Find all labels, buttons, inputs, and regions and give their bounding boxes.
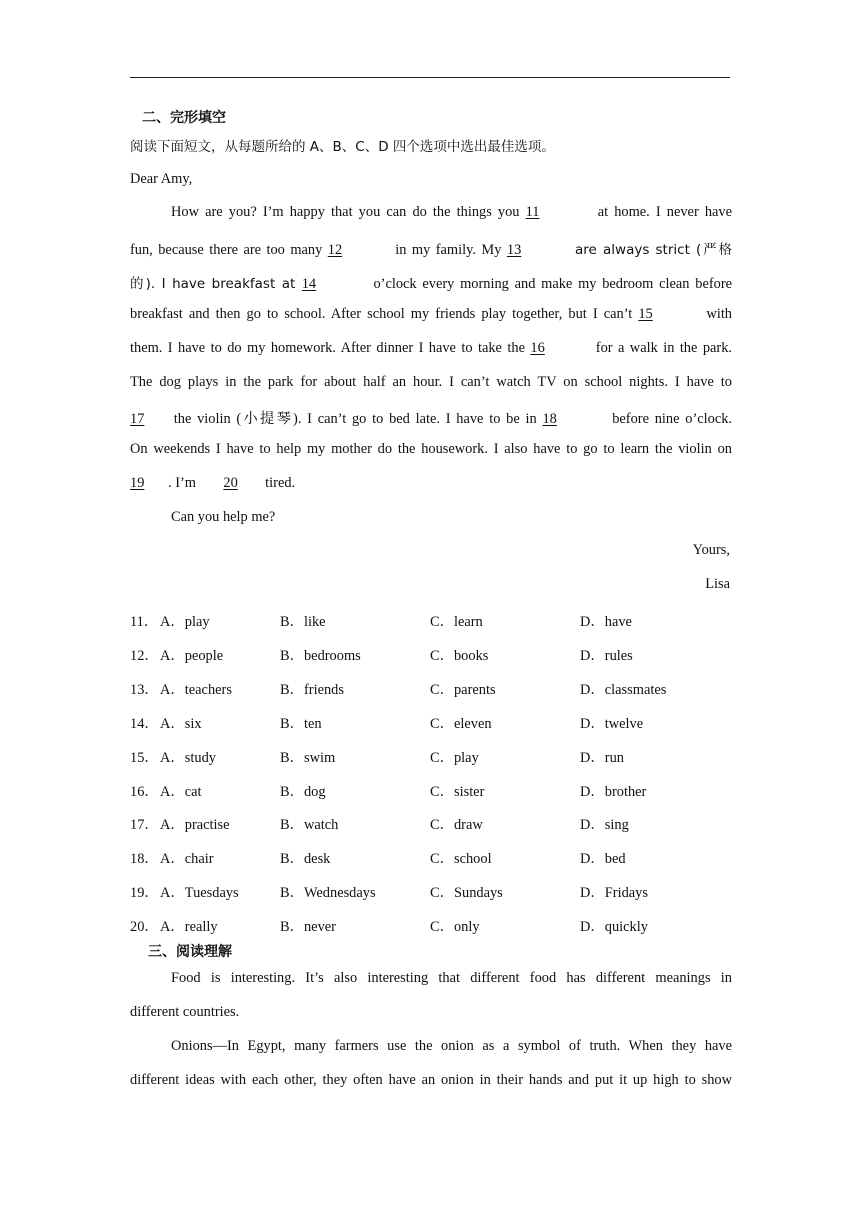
option-row	[130, 915, 750, 935]
option-row	[130, 813, 750, 833]
reading-line-1: Food is interesting. It’s also interesting that different food has different meanings in	[171, 970, 732, 986]
option-choice-c: C．draw	[430, 817, 483, 834]
option-number: 17．	[130, 817, 159, 834]
option-number: 15．	[130, 749, 159, 766]
blank-19: 19	[130, 475, 145, 491]
letter-line-2: fun, because there are too many 12 in my family. My 13 are always strict (严格	[130, 242, 733, 258]
option-number: 14．	[130, 715, 159, 732]
option-choice-d: D．quickly	[580, 919, 648, 936]
cloze-heading: 二、完形填空	[142, 110, 226, 126]
option-choice-d: D．run	[580, 749, 624, 766]
option-choice-b: B．swim	[280, 749, 336, 766]
option-choice-c: C．Sundays	[430, 885, 503, 902]
blank-14: 14	[301, 276, 317, 292]
reading-heading: 三、阅读理解	[148, 944, 232, 960]
letter-greeting: Dear Amy,	[130, 171, 193, 187]
option-choice-a: A．practise	[160, 817, 230, 834]
option-choice-a: A．really	[160, 919, 218, 936]
reading-line-2: different countries.	[130, 1004, 240, 1020]
letter-line-8: On weekends I have to help my mother do the housework. I also have to go to learn the violin on	[130, 441, 732, 457]
blank-13: 13	[506, 242, 522, 258]
option-choice-c: C．sister	[430, 783, 485, 800]
option-choice-d: D．Fridays	[580, 885, 648, 902]
option-choice-a: A．study	[160, 749, 216, 766]
option-choice-d: D．sing	[580, 817, 629, 834]
option-row	[130, 780, 750, 800]
option-choice-a: A．chair	[160, 851, 214, 868]
letter-sign-off: Yours,	[692, 542, 730, 558]
option-choice-b: B．friends	[280, 681, 344, 698]
option-row	[130, 712, 750, 732]
option-choice-b: B．ten	[280, 715, 322, 732]
option-row	[130, 678, 750, 698]
option-number: 16．	[130, 783, 159, 800]
letter-line-6: The dog plays in the park for about half an hour. I can’t watch TV on school nights. I have to	[130, 374, 732, 390]
letter-line-7: 17 the violin (小提琴). I can’t go to bed late. I have to be in 18 before nine o’clock.	[130, 411, 732, 427]
option-number: 19．	[130, 885, 159, 902]
option-row	[130, 847, 750, 867]
blank-17: 17	[130, 411, 145, 427]
option-choice-b: B．watch	[280, 817, 339, 834]
option-number: 20．	[130, 919, 159, 936]
header-rule	[130, 77, 730, 78]
letter-closing-question: Can you help me?	[171, 509, 276, 525]
option-choice-c: C．books	[430, 647, 489, 664]
option-choice-a: A．six	[160, 715, 202, 732]
option-choice-d: D．rules	[580, 647, 633, 664]
option-choice-b: B．bedrooms	[280, 647, 361, 664]
option-choice-d: D．bed	[580, 851, 626, 868]
option-choice-b: B．dog	[280, 783, 326, 800]
letter-signature: Lisa	[705, 576, 730, 592]
option-number: 13．	[130, 681, 159, 698]
option-choice-b: B．desk	[280, 851, 331, 868]
option-choice-a: A．cat	[160, 783, 202, 800]
blank-16: 16	[530, 340, 545, 356]
option-choice-a: A．people	[160, 647, 224, 664]
option-choice-b: B．Wednesdays	[280, 885, 376, 902]
option-choice-c: C．parents	[430, 681, 496, 698]
option-choice-c: C．only	[430, 919, 480, 936]
blank-12: 12	[327, 242, 343, 258]
blank-20: 20	[223, 475, 238, 491]
option-choice-d: D．classmates	[580, 681, 667, 698]
option-choice-c: C．school	[430, 851, 492, 868]
letter-line-3: 的). I have breakfast at 14 o’clock every morning and make my bedroom clean before	[130, 276, 732, 292]
reading-line-3: Onions—In Egypt, many farmers use the onion as a symbol of truth. When they have	[171, 1038, 732, 1054]
option-choice-b: B．never	[280, 919, 336, 936]
letter-line-4: breakfast and then go to school. After school my friends play together, but I can’t 15 with	[130, 306, 733, 322]
option-choice-d: D．twelve	[580, 715, 644, 732]
option-choice-c: C．eleven	[430, 715, 492, 732]
option-choice-c: C．learn	[430, 614, 483, 630]
letter-line-5: them. I have to do my homework. After dinner I have to take the 16 for a walk in the park.	[130, 340, 732, 356]
option-choice-a: A．play	[160, 614, 210, 630]
option-choice-c: C．play	[430, 749, 479, 766]
blank-15: 15	[638, 306, 653, 322]
letter-line-9: 19 . I’m 20 tired.	[130, 475, 296, 491]
option-choice-a: A．Tuesdays	[160, 885, 239, 902]
blank-11: 11	[525, 204, 540, 220]
option-row	[130, 881, 750, 901]
option-choice-a: A．teachers	[160, 681, 232, 698]
cloze-instruction: 阅读下面短文，从每题所给的 A、B、C、D 四个选项中选出最佳选项。	[130, 139, 555, 155]
option-choice-d: D．have	[580, 614, 632, 630]
letter-line-1: How are you? I’m happy that you can do the things you 11 at home. I never have	[171, 204, 733, 220]
reading-line-4: different ideas with each other, they often have an onion in their hands and put it up high to show	[130, 1072, 732, 1088]
option-row	[130, 746, 750, 766]
option-choice-b: B．like	[280, 614, 326, 630]
option-row	[130, 644, 750, 664]
option-row	[130, 610, 750, 630]
blank-18: 18	[542, 411, 557, 427]
option-choice-d: D．brother	[580, 783, 647, 800]
option-number: 11．	[130, 614, 159, 630]
option-number: 12．	[130, 647, 159, 664]
option-number: 18．	[130, 851, 159, 868]
